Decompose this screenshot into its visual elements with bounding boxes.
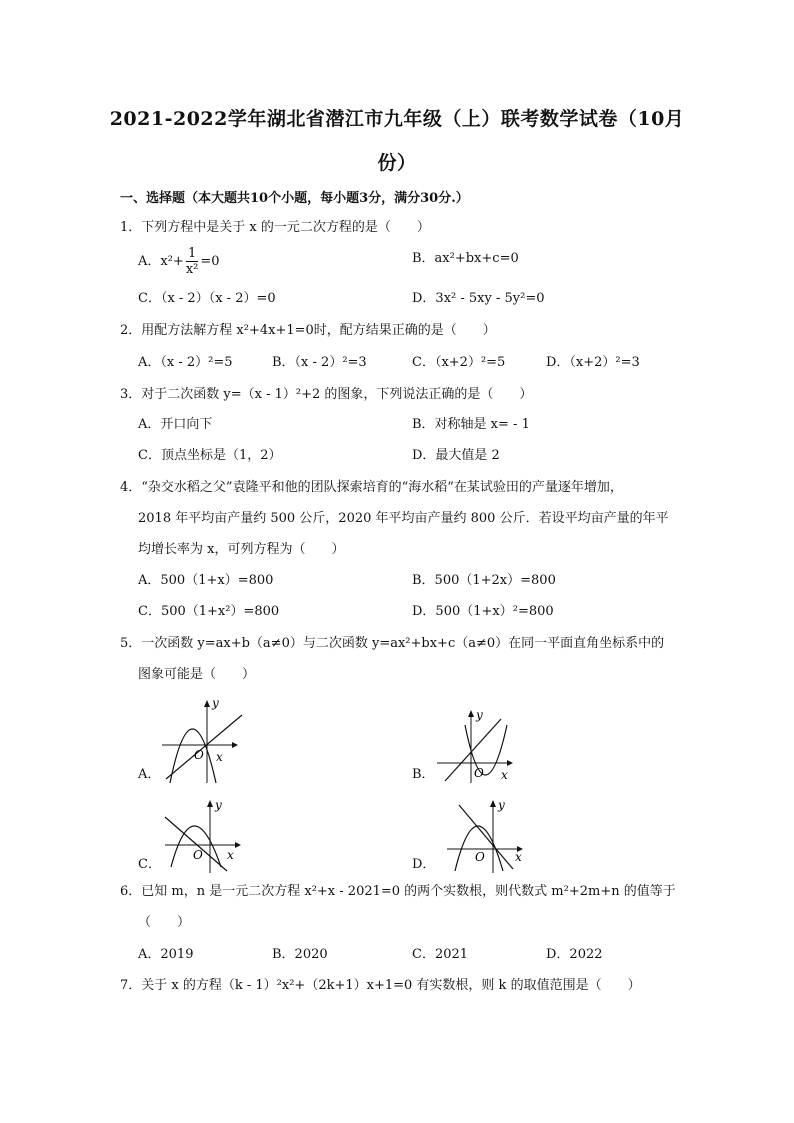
q6-option-b: B．2020 — [272, 947, 328, 962]
line-graph — [445, 719, 501, 781]
q5-option-b-label: B． — [412, 767, 435, 782]
q5-option-d-label: D． — [412, 857, 436, 872]
q5-stem-line1: 5．一次函数 y=ax+b（a≠0）与二次函数 y=ax²+bx+c（a≠0）在同一平面直角坐标系中的 — [120, 636, 665, 651]
axis-x-label: x — [227, 848, 234, 862]
origin-label: O — [474, 766, 484, 780]
q3-option-d: D．最大值是 2 — [412, 448, 500, 463]
axis-y-label: y — [212, 696, 219, 710]
q3-option-a: A．开口向下 — [138, 417, 213, 432]
q1-fraction-denominator: x² — [185, 262, 199, 277]
axis-x-label: x — [515, 850, 522, 864]
q6-option-d: D．2022 — [546, 947, 603, 962]
q1-option-a-pre: A．x²+ — [138, 254, 184, 269]
q4-stem-line3: 均增长率为 x，可列方程为（ ） — [138, 542, 345, 557]
line-graph — [165, 817, 227, 871]
axis-x-label: x — [216, 750, 223, 764]
q2-stem: 2．用配方法解方程 x²+4x+1=0时，配方结果正确的是（ ） — [120, 323, 496, 338]
q3-stem: 3．对于二次函数 y=（x - 1）²+2 的图象，下列说法正确的是（ ） — [120, 387, 533, 402]
q1-option-a — [138, 246, 220, 277]
q4-option-d: D．500（1+x）²=800 — [412, 604, 554, 619]
q7-stem: 7．关于 x 的方程（k - 1）²x²+（2k+1）x+1=0 有实数根，则 k 的取值范围是（ ） — [120, 978, 641, 993]
q2-option-a: A．（x - 2）²=5 — [138, 355, 233, 370]
exam-title-line1: 2021-2022学年湖北省潜江市九年级（上）联考数学试卷（10月 — [109, 108, 685, 130]
section-heading: 一、选择题（本大题共10个小题，每小题3分，满分30分.） — [120, 191, 469, 206]
axis-x-label: x — [501, 768, 508, 782]
q4-option-a: A．500（1+x）=800 — [138, 573, 274, 588]
origin-label: O — [194, 748, 204, 762]
q6-stem-line1: 6．已知 m，n 是一元二次方程 x²+x - 2021=0 的两个实数根，则代数式 m²+2m+n 的值等于 — [120, 884, 676, 899]
x-axis-arrow-icon — [235, 842, 241, 848]
q1-option-d: D．3x² - 5xy - 5y²=0 — [412, 291, 545, 306]
q1-fraction-numerator: 1 — [186, 246, 199, 262]
q2-option-c: C．（x+2）²=5 — [412, 355, 506, 370]
q2-option-b: B．（x - 2）²=3 — [272, 355, 367, 370]
q6-stem-line2: （ ） — [138, 915, 191, 930]
axis-y-label: y — [498, 798, 505, 812]
exam-title-line2: 份） — [377, 152, 417, 174]
q5-graph-c — [163, 795, 253, 875]
line-graph — [166, 715, 242, 779]
q1-option-c: C．（x - 2）（x - 2）=0 — [138, 291, 276, 306]
q3-option-b: B．对称轴是 x= - 1 — [412, 417, 530, 432]
q5-graph-d — [445, 795, 535, 875]
q3-option-c: C．顶点坐标是（1，2） — [138, 448, 282, 463]
y-axis-arrow-icon — [204, 700, 210, 707]
q5-graph-b — [435, 705, 525, 785]
q6-option-a: A．2019 — [138, 947, 194, 962]
q5-option-c-label: C． — [138, 857, 161, 872]
q5-graph-a — [160, 695, 250, 785]
y-axis-arrow-icon — [207, 800, 213, 807]
q5-option-a-label: A． — [138, 767, 161, 782]
q4-option-b: B．500（1+2x）=800 — [412, 573, 556, 588]
line-graph — [459, 805, 513, 869]
q5-stem-line2: 图象可能是（ ） — [138, 667, 256, 682]
q1-option-b: B．ax²+bx+c=0 — [412, 251, 519, 266]
q2-option-d: D．（x+2）²=3 — [546, 355, 640, 370]
origin-label: O — [193, 848, 203, 862]
axis-y-label: y — [215, 798, 222, 812]
q6-option-c: C．2021 — [412, 947, 469, 962]
q1-option-a-post: =0 — [200, 254, 220, 269]
q4-stem-line1: 4．“杂交水稻之父”袁隆平和他的团队探索培育的“海水稻”在某试验田的产量逐年增加， — [120, 480, 623, 495]
x-axis-arrow-icon — [232, 742, 238, 748]
q1-fraction — [186, 246, 199, 277]
q4-stem-line2: 2018 年平均亩产量约 500 公斤，2020 年平均亩产量约 800 公斤．若设平均亩产量的年平 — [138, 511, 669, 526]
q1-stem: 1．下列方程中是关于 x 的一元二次方程的是（ ） — [120, 220, 430, 235]
x-axis-arrow-icon — [507, 760, 513, 766]
y-axis-arrow-icon — [490, 800, 496, 807]
y-axis-arrow-icon — [468, 710, 474, 717]
origin-label: O — [475, 850, 485, 864]
axis-y-label: y — [476, 708, 483, 722]
q4-option-c: C．500（1+x²）=800 — [138, 604, 280, 619]
